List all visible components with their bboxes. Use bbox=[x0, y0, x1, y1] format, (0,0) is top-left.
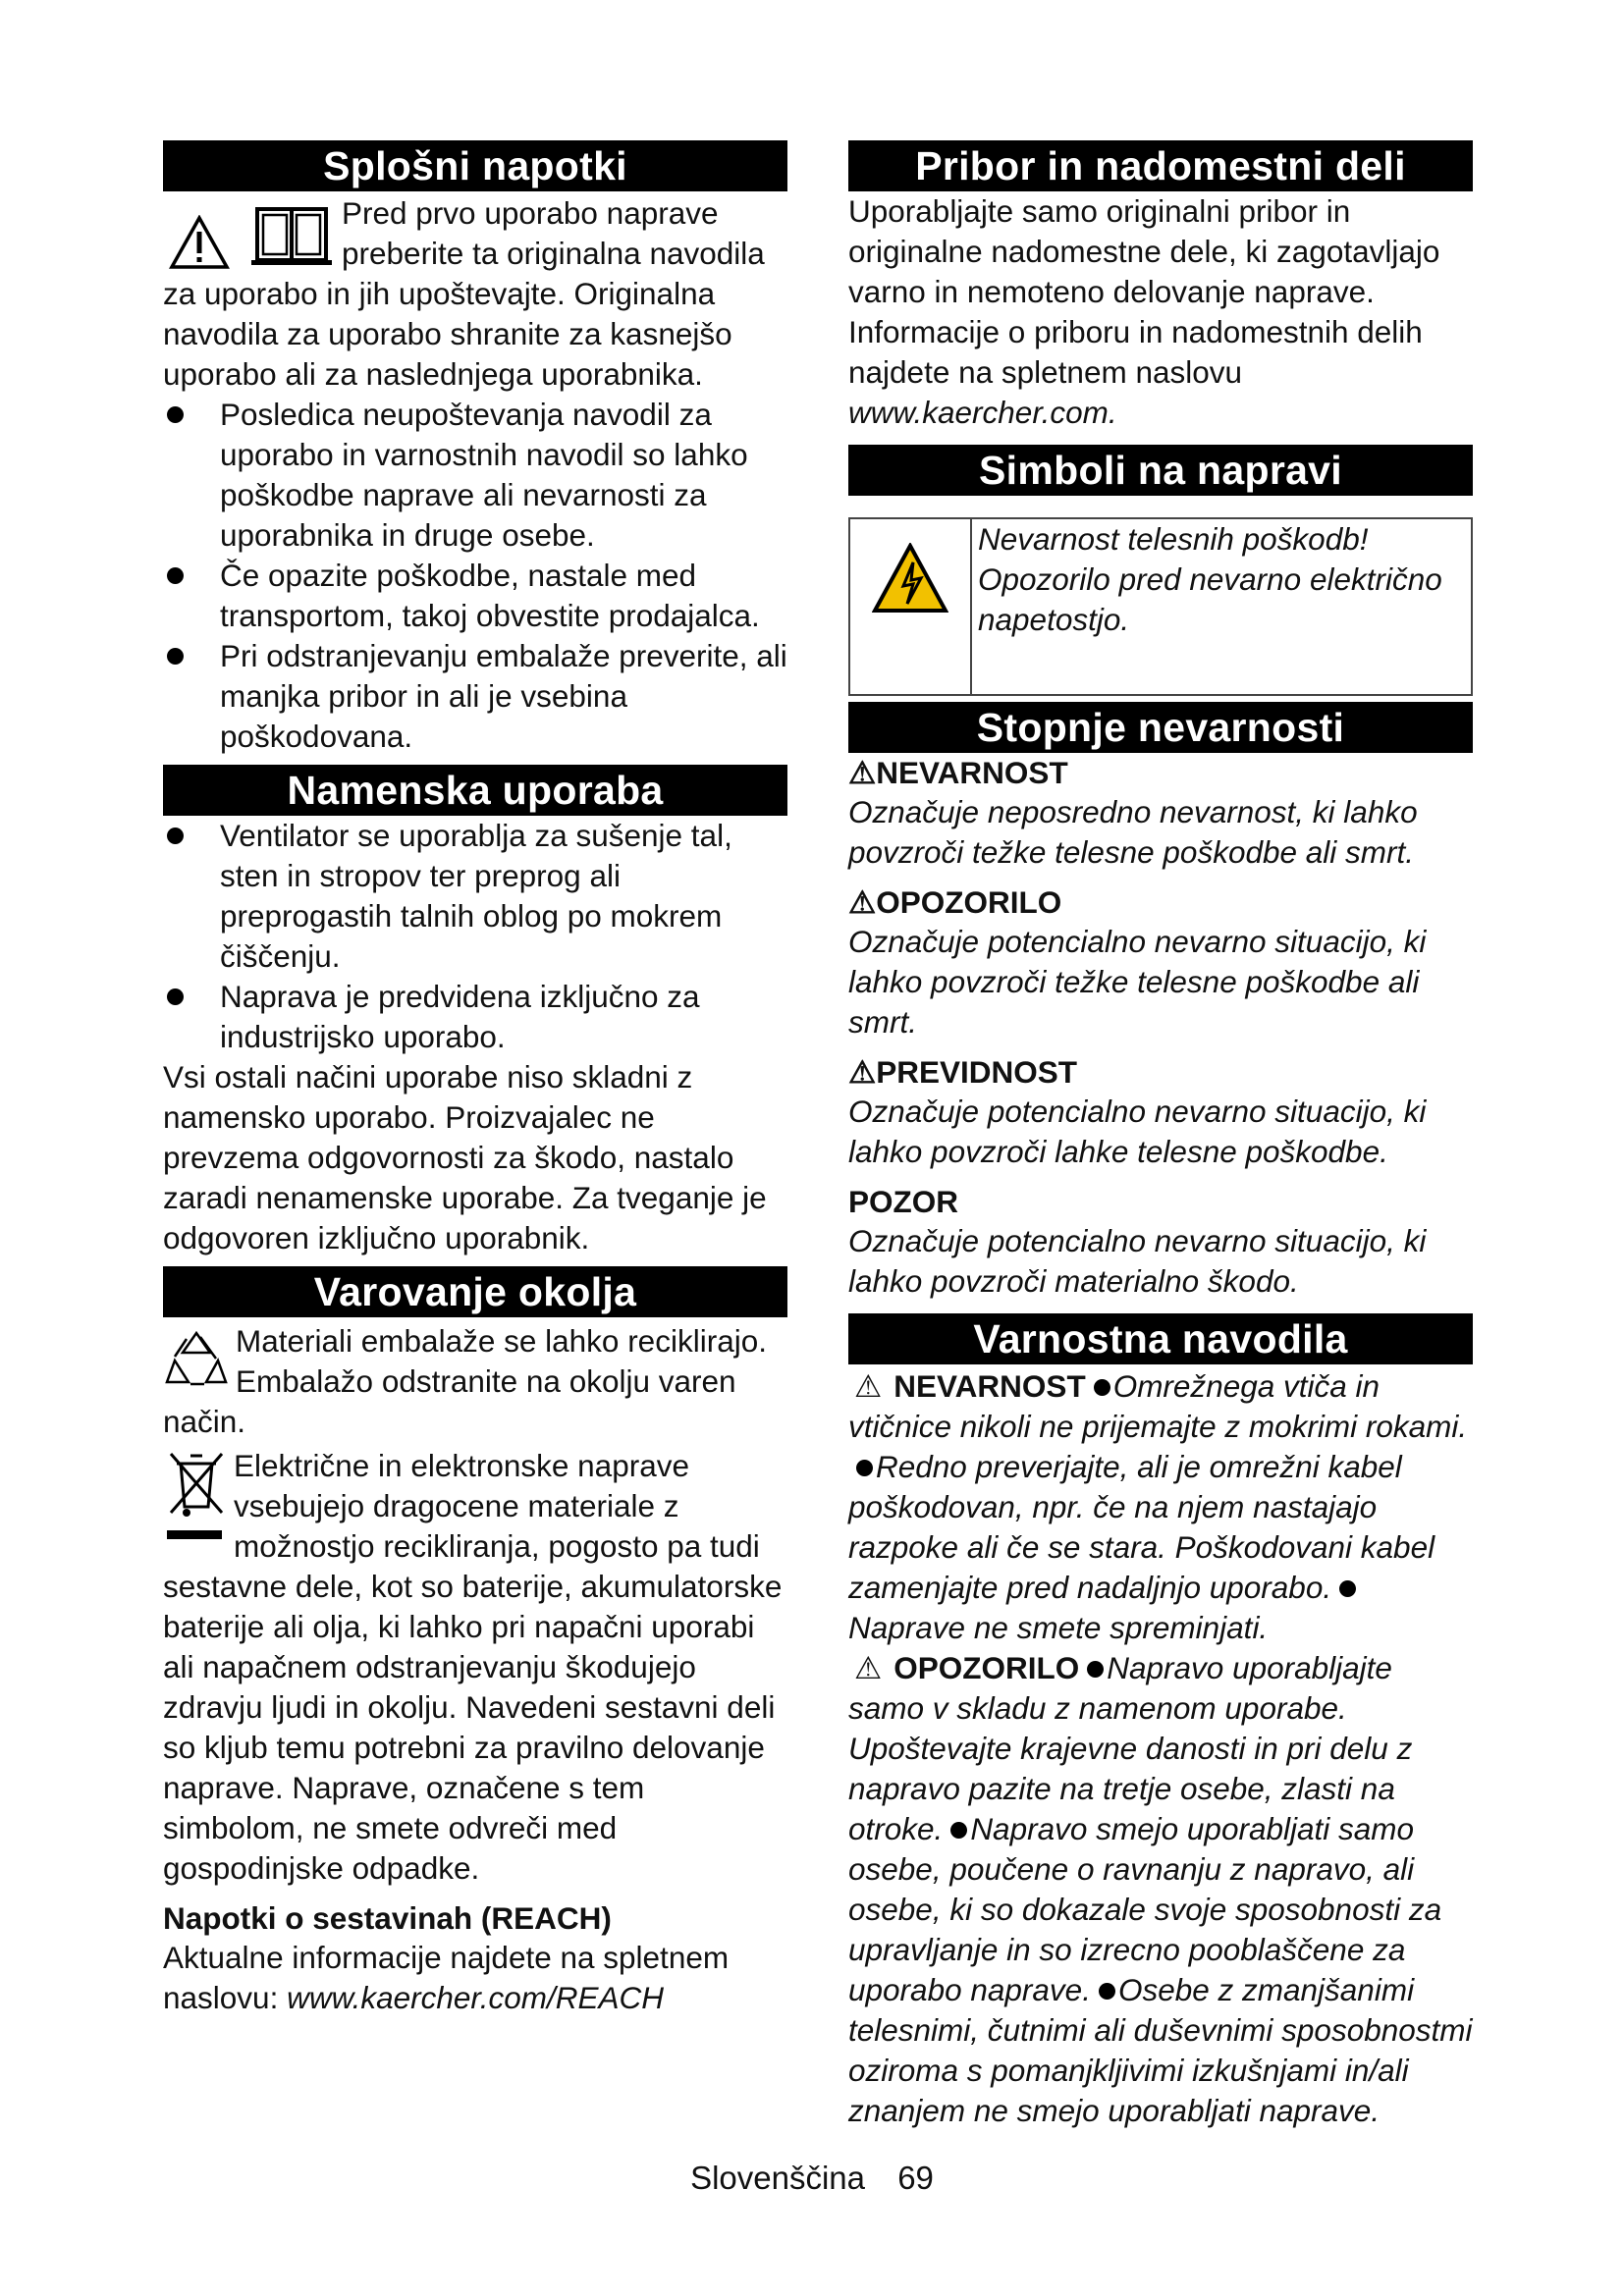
danger-label: NEVARNOST bbox=[893, 1368, 1086, 1404]
hazard-level-label: ⚠PREVIDNOST bbox=[848, 1054, 1078, 1090]
bullet-dot bbox=[1099, 1983, 1115, 2000]
intro-text: za uporabo in jih upoštevajte. Originalna navodila za uporabo shranite za kasnejšo uporabo ali za naslednjega uporabnika. bbox=[163, 276, 732, 392]
warning-small-icon: ⚠ bbox=[848, 884, 877, 920]
safety-item: Redno preverjajte, ali je omrežni kabel poškodovan, npr. če na njem nastajajo razpoke ali če se stara. Poškodovani kabel zamenjajte pred nadaljnjo uporabo. bbox=[848, 1449, 1435, 1605]
section-title-accessories: Pribor in nadomestni deli bbox=[848, 140, 1473, 191]
reach-paragraph bbox=[163, 1938, 787, 2018]
reach-heading: Napotki o sestavinah (REACH) bbox=[163, 1900, 612, 1936]
reach-text: Aktualne informacije najdete na spletnem naslovu: bbox=[163, 1940, 730, 2015]
hazard-level bbox=[848, 1182, 1473, 1302]
list-item: Naprava je predvidena izključno za industrijsko uporabo. bbox=[163, 977, 787, 1057]
intro-line-2: preberite ta originalna navodila bbox=[342, 236, 765, 271]
recycle-icon bbox=[163, 1327, 230, 1390]
hazard-level-label: ⚠OPOZORILO bbox=[848, 884, 1062, 920]
warning-small-icon: ⚠ bbox=[854, 1650, 883, 1685]
crossed-bin-icon bbox=[163, 1450, 230, 1548]
general-intro bbox=[163, 193, 787, 395]
warning-small-icon: ⚠ bbox=[854, 1368, 883, 1404]
warning-small-icon: ⚠ bbox=[848, 1054, 877, 1090]
symbol-table bbox=[848, 517, 1473, 696]
bullet-dot bbox=[950, 1822, 967, 1839]
page-number: 69 bbox=[897, 2160, 934, 2196]
warning-triangle-icon bbox=[169, 215, 230, 270]
right-column bbox=[848, 140, 1473, 2131]
section-title-general: Splošni napotki bbox=[163, 140, 787, 191]
weee-text: Električne in elektronske naprave vsebujejo dragocene materiale z možnostjo recikliranja, pogosto pa tudi sestavne dele, kot so baterije, akumulatorske baterije ali olja, ki lahko pri napačni uporabi ali napačnem odstranjevanju škodujejo zdravju ljudi in okolju. Navedeni sestavni deli so kljub temu potrebni za pravilno delovanje naprave. Naprave, označene s tem simbolom, ne smete odvreči med gospodinjske odpadke. bbox=[163, 1448, 783, 1886]
bullet-dot bbox=[1339, 1580, 1356, 1597]
safety-danger-paragraph bbox=[848, 1366, 1473, 1648]
warning-small-icon: ⚠ bbox=[848, 755, 877, 790]
safety-item: Napravo uporabljajte samo v skladu z namenom uporabe. Upoštevajte krajevne danosti in pri delu z napravo pazite na tretje osebe, zlasti na otroke. bbox=[848, 1650, 1413, 1846]
hazard-level-text: Označuje potencialno nevarno situacijo, ki lahko povzroči težke telesne poškodbe ali smrt. bbox=[848, 924, 1427, 1040]
bullet-dot bbox=[856, 1460, 873, 1476]
general-bullets bbox=[163, 395, 787, 757]
hazard-level bbox=[848, 1052, 1473, 1172]
accessories-text-1: Uporabljajte samo originalni pribor in originalne nadomestne dele, ki zagotavljajo varno in nemoteno delovanje naprave. bbox=[848, 193, 1440, 309]
bullet-dot bbox=[1094, 1379, 1110, 1396]
left-column bbox=[163, 140, 787, 2018]
section-title-hazard-levels: Stopnje nevarnosti bbox=[848, 702, 1473, 753]
hazard-level bbox=[848, 882, 1473, 1042]
safety-item: Napravo smejo uporabljati samo osebe, poučene o ravnanju z napravo, ali osebe, ki so dokazale svoje sposobnosti za upravljanje in so izrecno pooblaščene za uporabo naprave. bbox=[848, 1811, 1442, 2007]
recycle-paragraph bbox=[163, 1321, 787, 1442]
hazard-level-text: Označuje neposredno nevarnost, ki lahko povzroči težke telesne poškodbe ali smrt. bbox=[848, 794, 1418, 870]
list-item: Posledica neupoštevanja navodil za uporabo in varnostnih navodil so lahko poškodbe naprave ali nevarnosti za uporabnika in druge osebe. bbox=[163, 395, 787, 556]
hazard-level-text: Označuje potencialno nevarno situacijo, ki lahko povzroči lahke telesne poškodbe. bbox=[848, 1094, 1427, 1169]
recycle-text: Materiali embalaže se lahko reciklirajo. Embalažo odstranite na okolju varen način. bbox=[163, 1323, 767, 1439]
safety-item: Omrežnega vtiča in vtičnice nikoli ne prijemajte z mokrimi rokami. bbox=[848, 1368, 1468, 1444]
hazard-level-label: ⚠NEVARNOST bbox=[848, 755, 1068, 790]
list-item: Ventilator se uporablja za sušenje tal, sten in stropov ter preprog ali preprogastih talnih oblog po mokrem čiščenju. bbox=[163, 816, 787, 977]
safety-warning-paragraph bbox=[848, 1648, 1473, 2131]
list-item: Če opazite poškodbe, nastale med transportom, takoj obvestite prodajalca. bbox=[163, 556, 787, 636]
section-title-symbols: Simboli na napravi bbox=[848, 445, 1473, 496]
accessories-link[interactable]: www.kaercher.com. bbox=[848, 395, 1117, 430]
weee-paragraph bbox=[163, 1446, 787, 1889]
reach-link[interactable]: www.kaercher.com/REACH bbox=[287, 1980, 665, 2015]
bullet-dot bbox=[1087, 1661, 1104, 1678]
intended-use-bullets bbox=[163, 816, 787, 1057]
manual-book-icon bbox=[249, 205, 334, 268]
section-title-environment: Varovanje okolja bbox=[163, 1266, 787, 1317]
accessories-paragraph-2 bbox=[848, 312, 1473, 433]
intro-line-1: Pred prvo uporabo naprave bbox=[342, 195, 719, 231]
pozor-text: Označuje potencialno nevarno situacijo, ki lahko povzroči materialno škodo. bbox=[848, 1223, 1427, 1299]
warning-label: OPOZORILO bbox=[893, 1650, 1080, 1685]
intended-use-text: Vsi ostali načini uporabe niso skladni z namensko uporabo. Proizvajalec ne prevzema odgovornosti za škodo, nastalo zaradi nenamenske uporabe. Za tveganje je odgovoren izključno uporabnik. bbox=[163, 1059, 767, 1255]
symbol-icon-cell bbox=[850, 519, 972, 694]
list-item: Pri odstranjevanju embalaže preverite, ali manjka pribor in ali je vsebina poškodovana. bbox=[163, 636, 787, 757]
safety-item: Osebe z zmanjšanimi telesnimi, čutnimi ali duševnimi sposobnostmi oziroma s pomanjkljivimi izkušnjami in/ali znanjem ne smejo uporabljati naprave. bbox=[848, 1972, 1473, 2128]
hazard-level bbox=[848, 753, 1473, 873]
pozor-label: POZOR bbox=[848, 1184, 959, 1219]
page-footer bbox=[0, 2160, 1624, 2197]
section-title-safety: Varnostna navodila bbox=[848, 1313, 1473, 1364]
safety-item: Naprave ne smete spreminjati. bbox=[848, 1610, 1269, 1645]
electric-hazard-icon bbox=[872, 543, 948, 614]
symbol-description: Nevarnost telesnih poškodb! Opozorilo pred nevarno električno napetostjo. bbox=[978, 521, 1442, 637]
section-title-intended-use: Namenska uporaba bbox=[163, 765, 787, 816]
footer-language: Slovenščina bbox=[690, 2160, 866, 2196]
accessories-text-2: Informacije o priboru in nadomestnih delih najdete na spletnem naslovu bbox=[848, 314, 1423, 390]
